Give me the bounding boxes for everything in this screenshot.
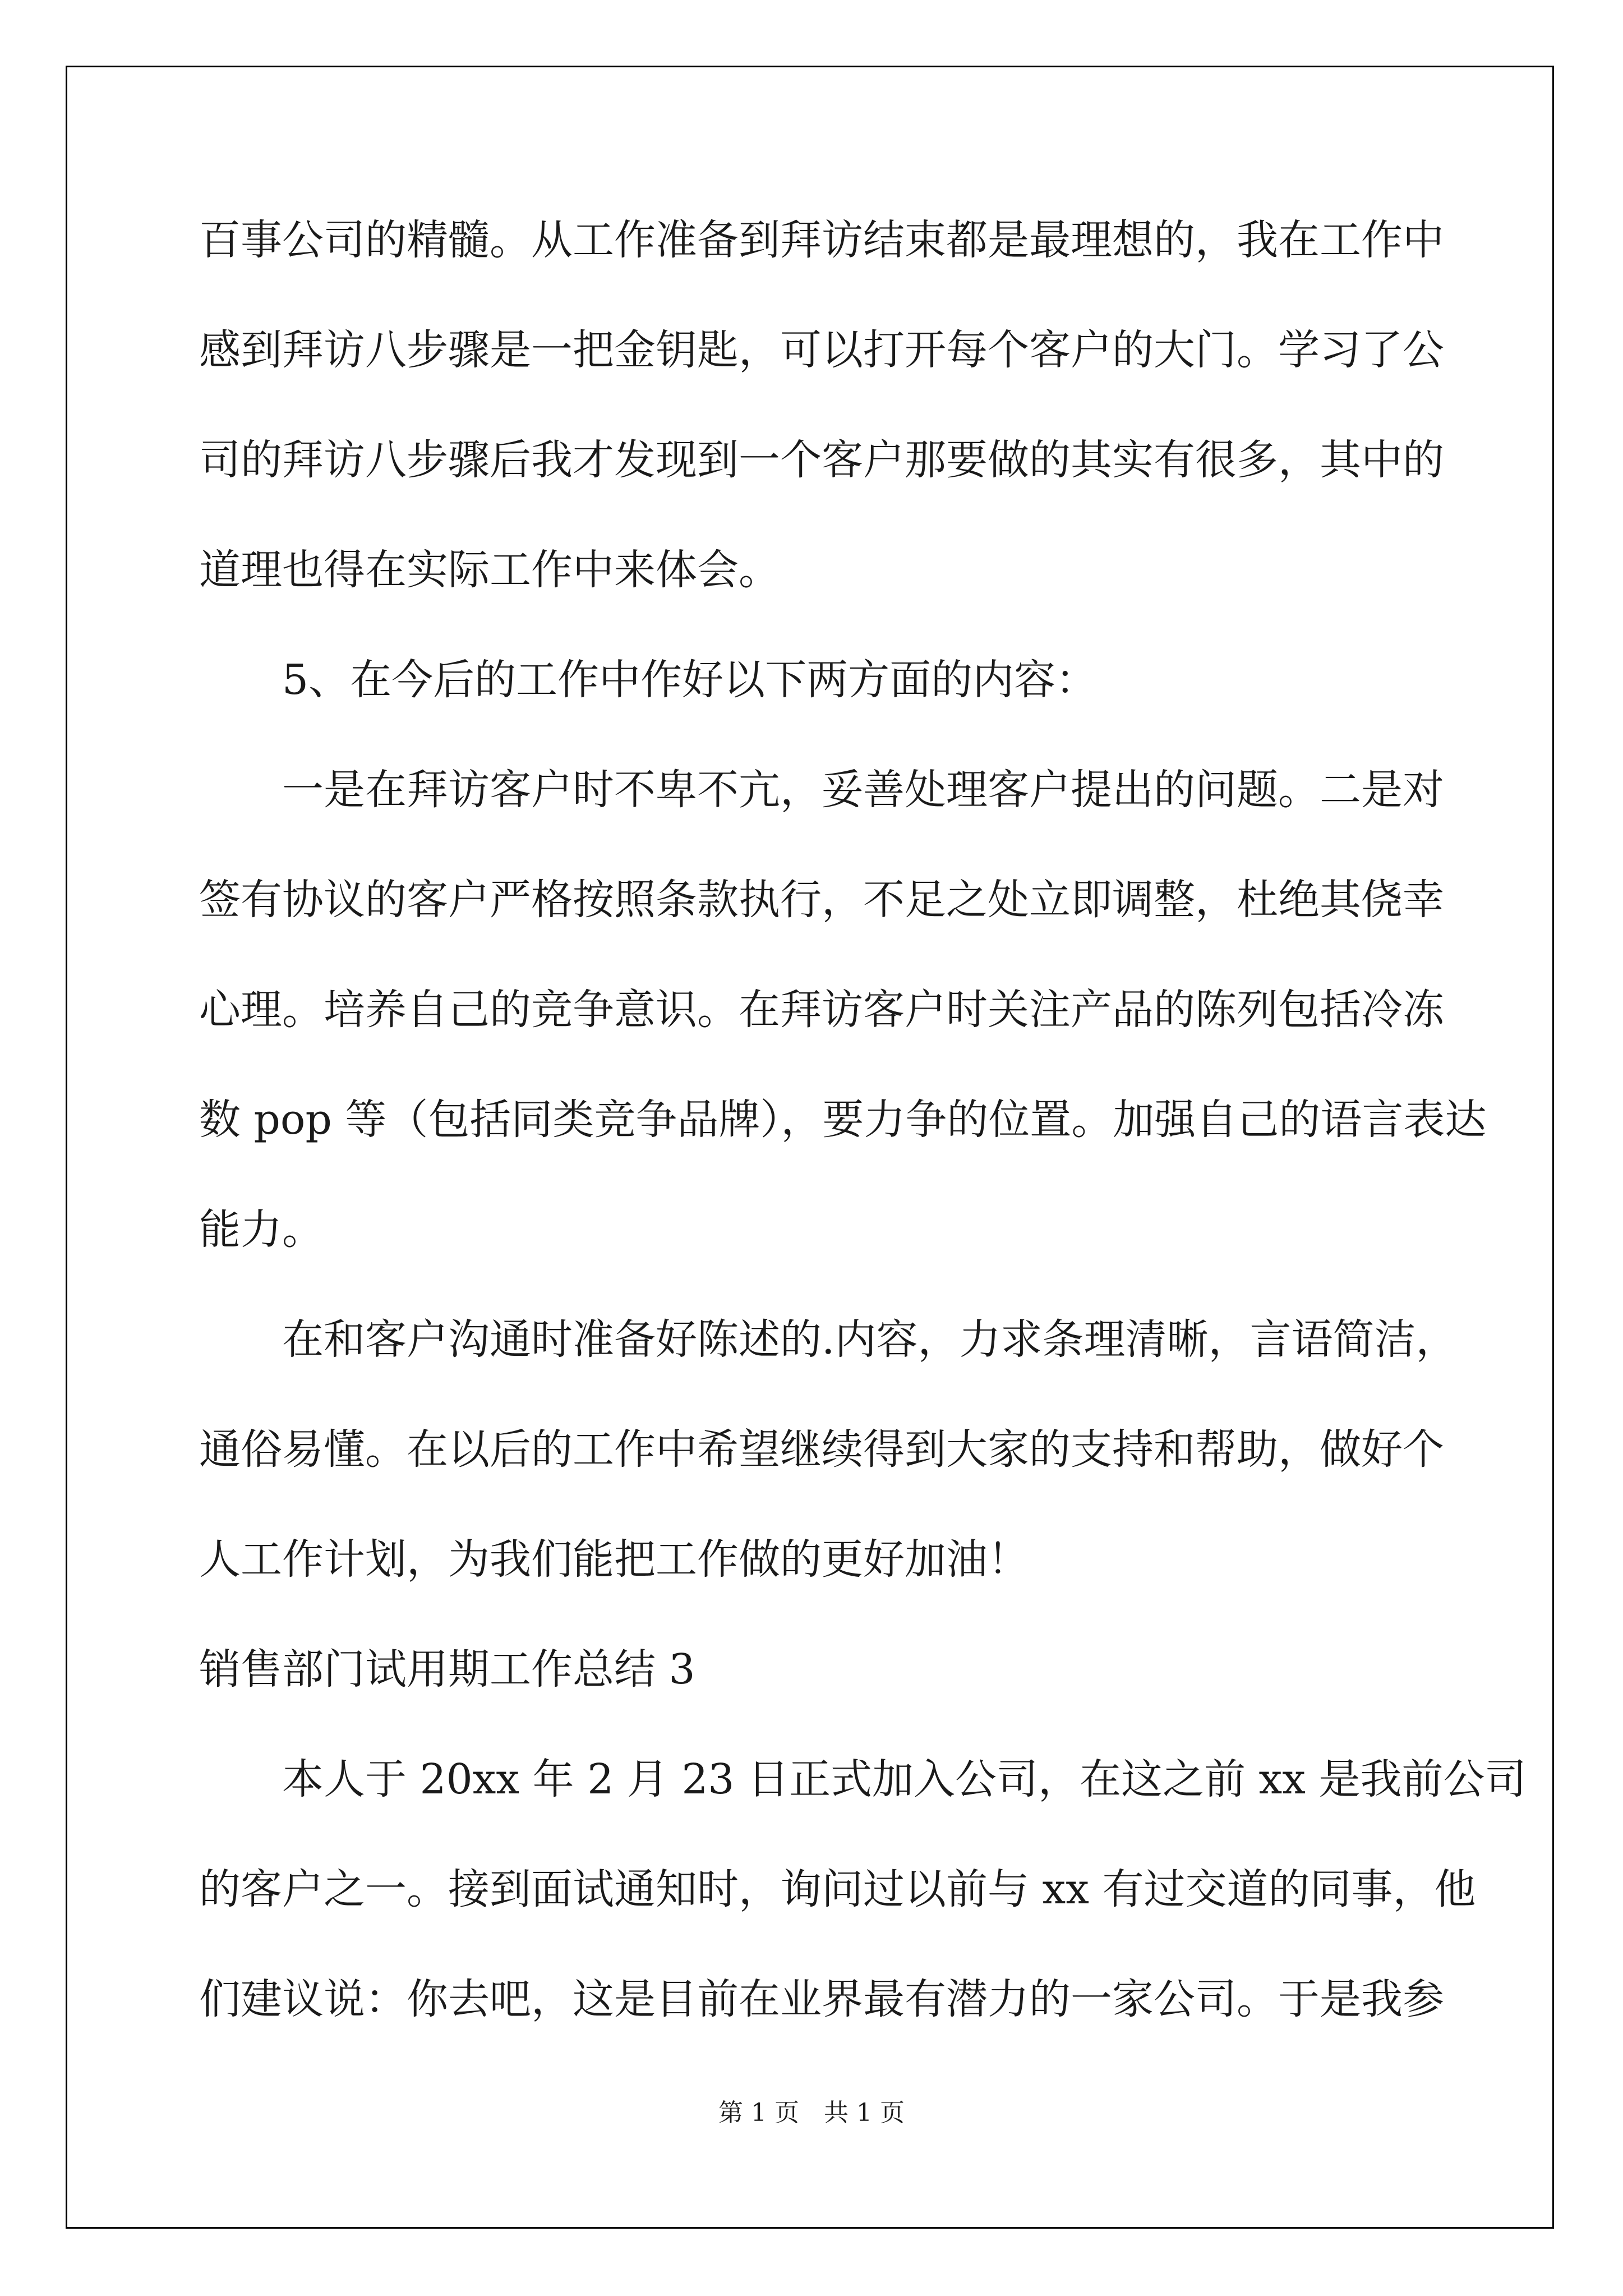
text-line-6: 一是在拜访客户时不卑不亢，妥善处理客户提出的问题。二是对 [282, 766, 1444, 814]
text-line-16: 的客户之一。接到面试通知时，询问过以前与 xx 有过交道的同事，他 [199, 1865, 1476, 1913]
text-line-13: 人工作计划，为我们能把工作做的更好加油！ [199, 1535, 1029, 1584]
page-footer: 第 1 页 共 1 页 [718, 2099, 905, 2127]
document-body [199, 185, 1527, 2054]
text-line-17: 们建议说：你去吧，这是目前在业界最有潜力的一家公司。于是我参 [199, 1975, 1444, 2023]
text-line-2: 感到拜访八步骤是一把金钥匙，可以打开每个客户的大门。学习了公 [199, 326, 1444, 374]
text-line-15: 本人于 20xx 年 2 月 23 日正式加入公司，在这之前 xx 是我前公司 [282, 1755, 1527, 1803]
text-line-10: 能力。 [199, 1205, 324, 1254]
text-line-11: 在和客户沟通时准备好陈述的.内容，力求条理清晰，言语简洁， [282, 1315, 1458, 1364]
text-line-1: 百事公司的精髓。从工作准备到拜访结束都是最理想的，我在工作中 [199, 216, 1444, 264]
text-line-3: 司的拜访八步骤后我才发现到一个客户那要做的其实有很多，其中的 [199, 436, 1444, 484]
text-line-7: 签有协议的客户严格按照条款执行，不足之处立即调整，杜绝其侥幸 [199, 876, 1444, 924]
text-line-4: 道理也得在实际工作中来体会。 [199, 546, 780, 594]
text-line-5: 5、在今后的工作中作好以下两方面的内容： [282, 656, 1098, 704]
section-heading: 销售部门试用期工作总结 3 [199, 1645, 695, 1694]
text-line-9: 数 pop 等（包括同类竞争品牌），要力争的位置。加强自己的语言表达 [199, 1096, 1487, 1144]
text-line-12: 通俗易懂。在以后的工作中希望继续得到大家的支持和帮助，做好个 [199, 1425, 1444, 1474]
text-line-8: 心理。培养自己的竞争意识。在拜访客户时关注产品的陈列包括冷冻 [199, 986, 1444, 1034]
